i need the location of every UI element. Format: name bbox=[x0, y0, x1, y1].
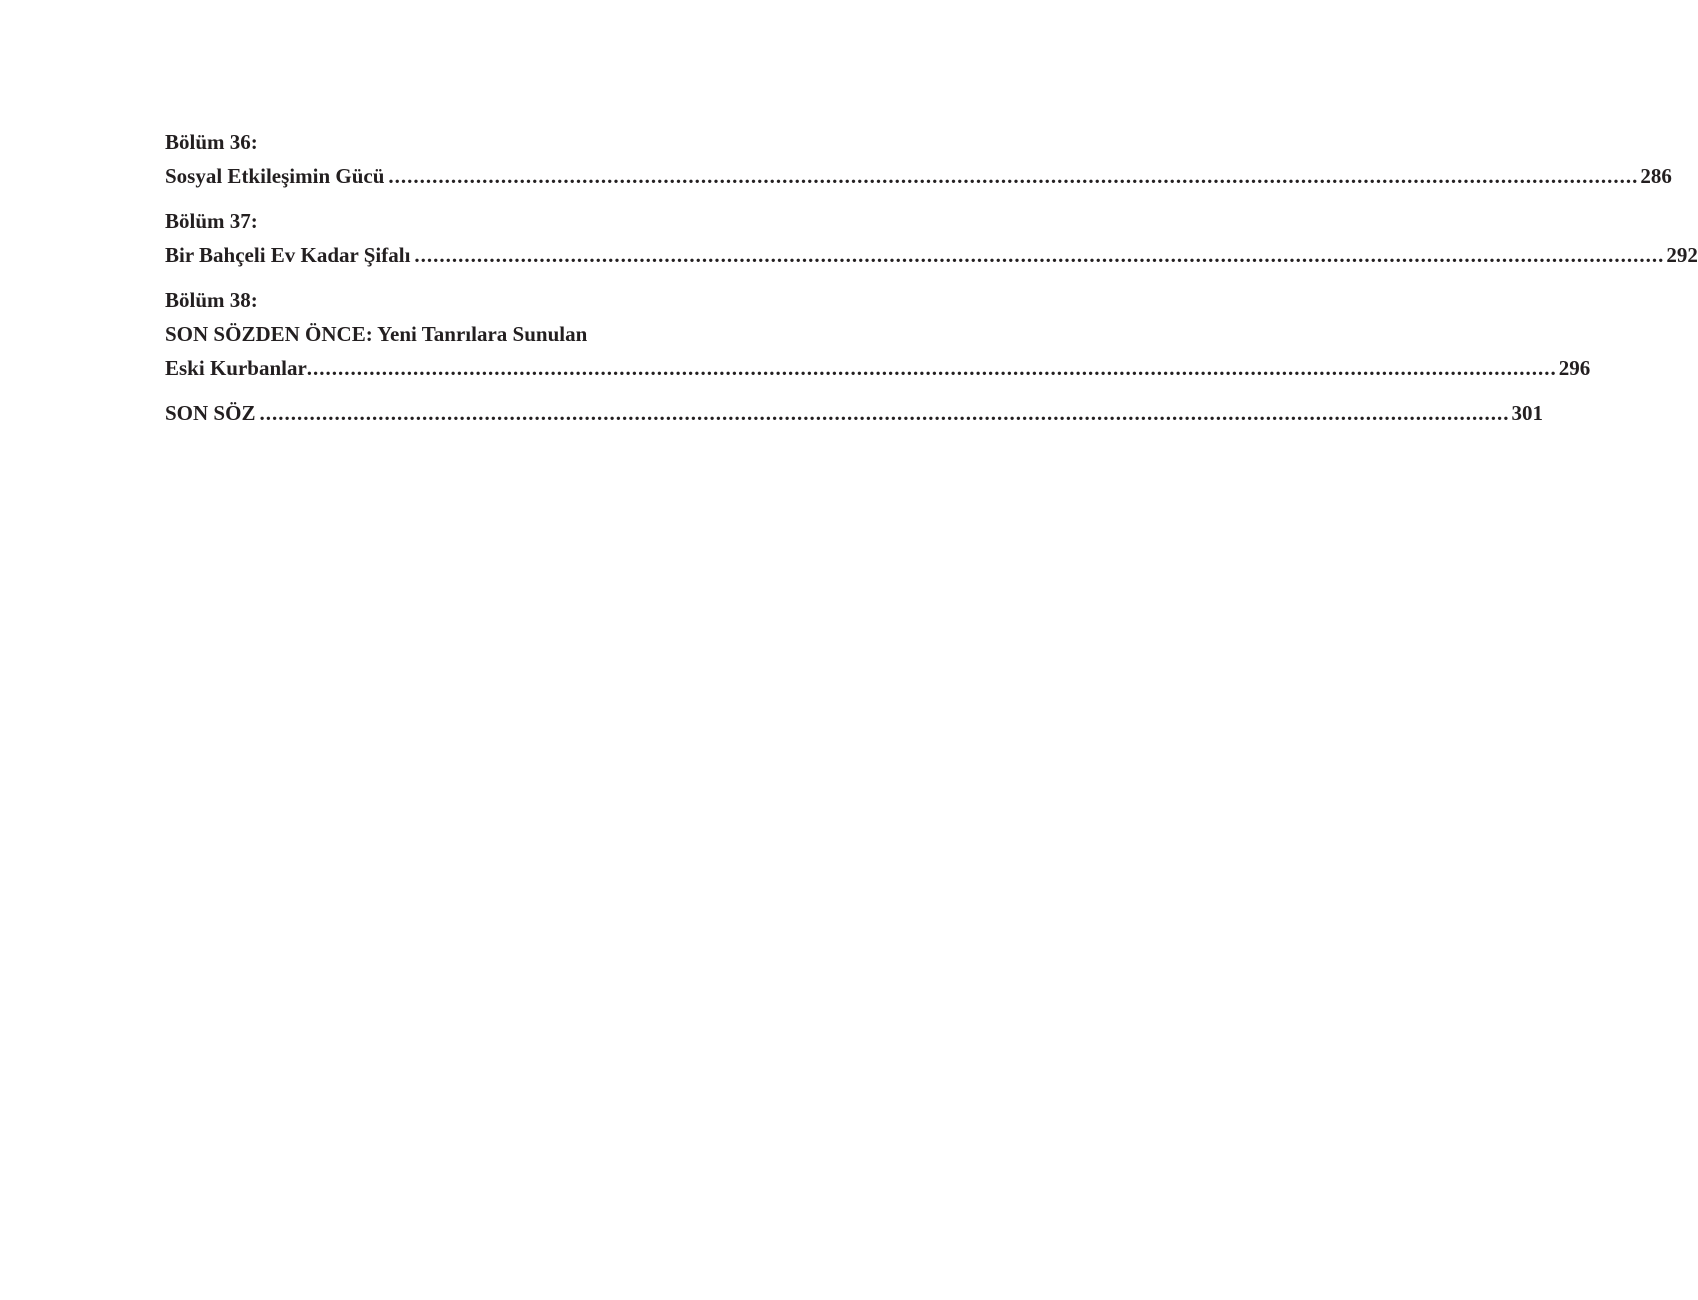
chapter-title: Bir Bahçeli Ev Kadar Şifalı bbox=[165, 243, 411, 267]
chapter-label: Bölüm 37: bbox=[165, 209, 258, 233]
chapter-title: Sosyal Etkileşimin Gücü bbox=[165, 164, 385, 188]
toc-line[interactable] bbox=[165, 159, 1672, 193]
dot-leader: ........................................................................................................................................................................................................ bbox=[306, 356, 1557, 380]
page-number: 301 bbox=[1511, 401, 1543, 425]
toc-line[interactable] bbox=[165, 351, 1591, 385]
chapter-title: Eski Kurbanlar bbox=[165, 356, 307, 380]
toc-entry-epilogue bbox=[165, 396, 1543, 430]
page-number: 292 bbox=[1666, 243, 1698, 267]
page-number: 296 bbox=[1558, 356, 1591, 380]
page-number: 286 bbox=[1640, 164, 1672, 188]
toc-line[interactable] bbox=[165, 238, 1698, 272]
toc-entry-chapter-36 bbox=[165, 125, 1672, 193]
toc-entry-chapter-38 bbox=[165, 283, 1591, 385]
toc-line[interactable] bbox=[165, 396, 1543, 430]
toc-entry-chapter-37 bbox=[165, 204, 1698, 272]
chapter-title: SON SÖZ bbox=[165, 401, 256, 425]
dot-leader: ........................................................................................................................................................................................................ bbox=[414, 243, 1665, 267]
dot-leader: ........................................................................................................................................................................................................ bbox=[388, 164, 1639, 188]
chapter-title-line: SON SÖZDEN ÖNCE: Yeni Tanrılara Sunulan bbox=[165, 322, 588, 346]
chapter-label: Bölüm 36: bbox=[165, 130, 258, 154]
table-of-contents bbox=[165, 125, 1698, 430]
dot-leader: ........................................................................................................................................................................................................ bbox=[259, 401, 1510, 425]
chapter-label: Bölüm 38: bbox=[165, 288, 258, 312]
